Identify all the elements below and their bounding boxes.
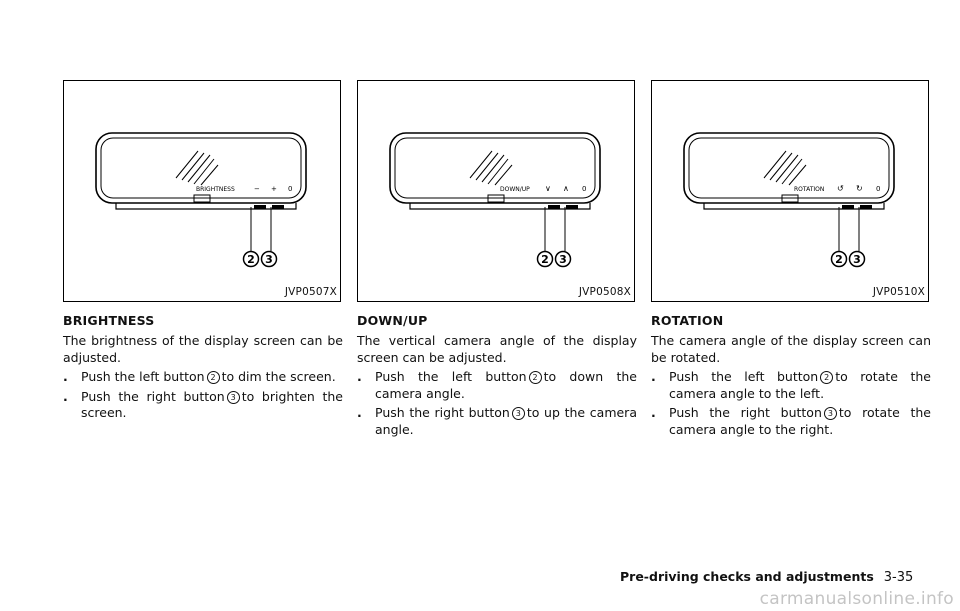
bullet-list [651,369,931,438]
mirror-symbol-3: 0 [582,185,587,193]
column-down-up [357,80,637,438]
button-number-badge: 2 [207,371,220,384]
bullet-item [357,369,637,402]
bullet-text-after: to rotate the camera angle to the right. [669,405,931,437]
button-number-badge: 3 [227,391,240,404]
button-number-badge: 2 [820,371,833,384]
bullet-dot: . [63,388,68,404]
bullet-item [357,405,637,438]
figure-code: JVP0507X [284,286,337,298]
page-number: 3-35 [883,570,914,585]
section-heading: DOWN/UP [357,313,428,328]
bullet-list [63,369,343,422]
bullet-text-before: Push the right button [669,405,822,420]
figure-brightness [63,80,341,302]
page-footer [620,569,913,585]
bullet-text-before: Push the left button [669,369,819,384]
section-heading: BRIGHTNESS [63,313,155,328]
figure-code: JVP0508X [578,286,631,298]
callout-2: 2 [835,253,843,266]
mirror-illustration [652,81,930,303]
callout-2: 2 [247,253,255,266]
bullet-text-after: to down the camera angle. [375,369,637,401]
bullet-text-after: to up the camera angle. [375,405,637,437]
section-intro: The vertical camera angle of the display screen can be adjusted. [357,333,637,365]
bullet-text-before: Push the right button [81,388,225,404]
footer-section-title: Pre-driving checks and adjustments [620,569,874,584]
button-number-badge: 2 [529,371,542,384]
bullet-text-before: Push the left button [375,369,527,384]
bullet-text-after: to brighten the screen. [81,388,343,420]
mirror-symbol-2: ∧ [563,184,569,193]
mirror-symbol-1: ∨ [545,184,551,193]
bullet-dot: . [651,405,656,420]
figure-rotation [651,80,929,302]
mirror-label: BRIGHTNESS [196,186,235,193]
bullet-item [651,369,931,402]
section-intro: The camera angle of the display screen can be rotated. [651,333,931,365]
callout-3: 3 [853,253,861,266]
callout-3: 3 [559,253,567,266]
bullet-text-after: to rotate the camera angle to the left. [669,369,931,401]
mirror-symbol-3: 0 [876,185,881,193]
figure-down-up [357,80,635,302]
button-number-badge: 3 [824,407,837,420]
bullet-item [63,369,343,386]
bullet-text-before: Push the right button [375,405,510,420]
mirror-symbol-2: + [271,185,277,193]
bullet-item [651,405,931,438]
section-intro: The brightness of the display screen can be adjusted. [63,333,343,365]
callout-2: 2 [541,253,549,266]
column-rotation [651,80,931,438]
bullet-dot: . [651,369,656,384]
watermark-text: carmanualsonline.info [759,589,954,609]
section-heading: ROTATION [651,313,724,328]
mirror-symbol-3: 0 [288,185,293,193]
mirror-label: DOWN/UP [500,186,530,193]
bullet-item [63,389,343,422]
mirror-illustration [358,81,636,303]
bullet-dot: . [357,405,362,420]
bullet-text-before: Push the left button [81,369,205,384]
column-brightness [63,80,343,422]
bullet-dot: . [63,369,68,384]
mirror-label: ROTATION [794,186,825,193]
bullet-list [357,369,637,438]
bullet-text-after: to dim the screen. [221,369,336,384]
mirror-symbol-2: ↻ [856,184,863,193]
figure-code: JVP0510X [872,286,925,298]
mirror-symbol-1: ↺ [837,184,844,193]
button-number-badge: 3 [512,407,525,420]
mirror-symbol-1: − [254,185,260,193]
bullet-dot: . [357,369,362,384]
mirror-illustration [64,81,342,303]
callout-3: 3 [265,253,273,266]
